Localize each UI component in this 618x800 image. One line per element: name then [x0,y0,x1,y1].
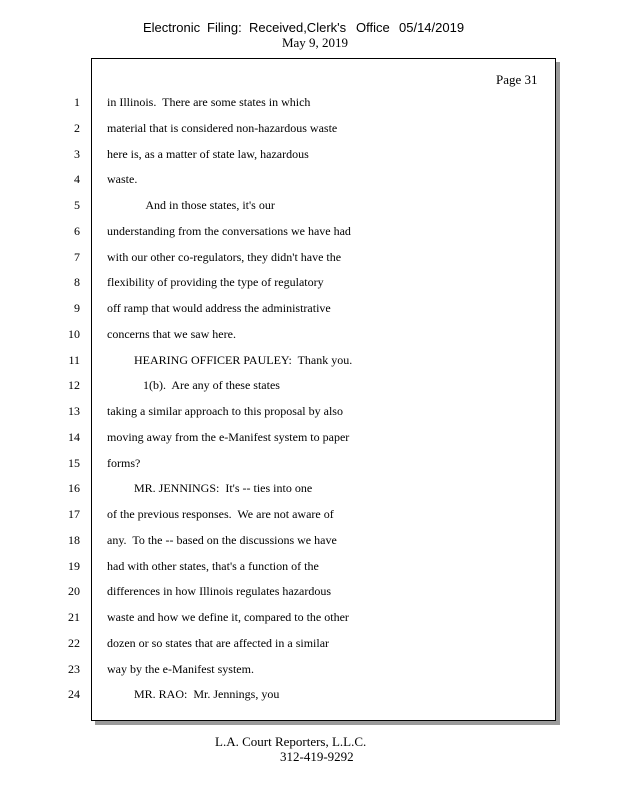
line-number: 12 [68,378,80,392]
line-number: 10 [68,327,80,341]
line-text: waste. [107,172,138,186]
filing-date: 05/14/2019 [399,20,465,35]
line-number: 7 [74,250,80,264]
line-number: 23 [68,662,80,676]
line-text: dozen or so states that are affected in a similar [107,636,330,650]
transcript-date: May 9, 2019 [281,35,349,50]
line-text: taking a similar approach to this proposal by also [107,404,343,418]
line-text: MR. JENNINGS: It's -- ties into one [107,481,313,495]
line-number: 15 [68,456,80,470]
filing-word-office: Office [356,20,390,35]
line-number: 9 [74,301,80,315]
line-text: had with other states, that's a function of the [107,559,319,573]
line-number: 18 [68,533,80,547]
line-text: moving away from the e-Manifest system to paper [107,430,350,444]
line-number: 5 [74,198,80,212]
line-number: 8 [74,275,80,289]
line-text: way by the e-Manifest system. [107,662,254,676]
line-text: And in those states, it's our [107,198,275,212]
line-text: off ramp that would address the administrative [107,301,331,315]
line-text: waste and how we define it, compared to the other [107,610,349,624]
line-number: 17 [68,507,80,521]
line-number: 3 [74,147,80,161]
line-text: in Illinois. There are some states in which [107,95,311,109]
line-number: 14 [68,430,80,444]
filing-word-received: Received,Clerk's [249,20,347,35]
line-text: material that is considered non-hazardous waste [107,121,338,135]
line-text: differences in how Illinois regulates hazardous [107,584,332,598]
line-number: 6 [74,224,80,238]
line-text: here is, as a matter of state law, hazardous [107,147,309,161]
line-text: HEARING OFFICER PAULEY: Thank you. [107,353,353,367]
line-number: 24 [68,687,80,701]
line-text: 1(b). Are any of these states [107,378,280,392]
filing-word-filing: Filing: [207,20,242,35]
line-number: 11 [68,353,80,367]
line-number: 22 [68,636,80,650]
line-number: 2 [74,121,80,135]
line-number: 1 [74,95,80,109]
line-number: 13 [68,404,80,418]
line-number: 4 [74,172,80,186]
line-number: 20 [68,584,80,598]
reporter-company: L.A. Court Reporters, L.L.C. [215,734,367,749]
line-text: of the previous responses. We are not aware of [107,507,334,521]
line-text: any. To the -- based on the discussions we have [107,533,337,547]
page-number: Page 31 [496,72,538,87]
line-number: 19 [68,559,80,573]
line-number: 16 [68,481,80,495]
line-number: 21 [68,610,80,624]
reporter-phone: 312-419-9292 [280,749,354,764]
line-text: understanding from the conversations we have had [107,224,351,238]
line-text: flexibility of providing the type of regulatory [107,275,324,289]
line-text: forms? [107,456,141,470]
line-text: with our other co-regulators, they didn't have the [107,250,342,264]
filing-word-electronic: Electronic [143,20,201,35]
line-text: MR. RAO: Mr. Jennings, you [107,687,280,701]
line-text: concerns that we saw here. [107,327,236,341]
